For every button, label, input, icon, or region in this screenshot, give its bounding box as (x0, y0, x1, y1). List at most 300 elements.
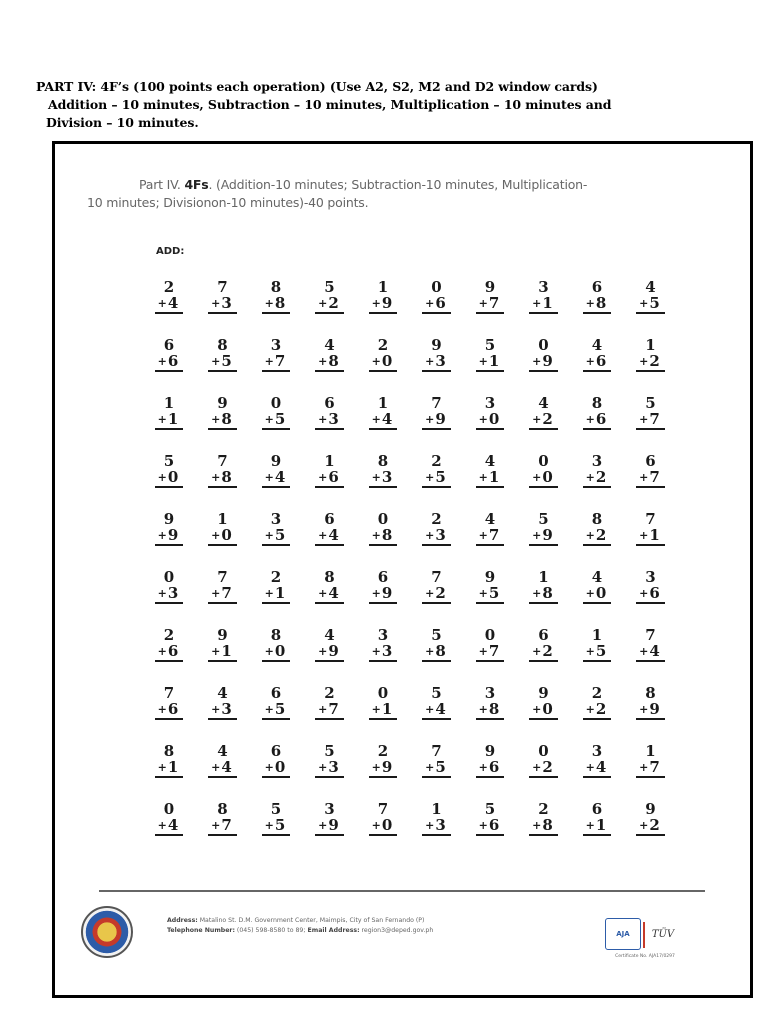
addition-problem (468, 628, 512, 662)
addend-bottom-value: 1 (488, 352, 500, 370)
addition-problem (468, 512, 512, 546)
addition-problem (522, 744, 566, 778)
plus-sign: + (425, 587, 435, 600)
plus-sign: + (425, 471, 435, 484)
addend-bottom (476, 702, 505, 720)
addend-bottom-value: 2 (595, 468, 607, 486)
plus-sign: + (264, 587, 274, 600)
addend-top: 4 (217, 742, 228, 760)
addend-top: 2 (324, 684, 335, 702)
addition-problem (308, 686, 352, 720)
addend-bottom (476, 296, 505, 314)
plus-sign: + (264, 529, 274, 542)
addend-bottom (315, 412, 344, 430)
plus-sign: + (211, 529, 221, 542)
addend-top: 7 (163, 684, 175, 702)
plus-sign: + (371, 471, 381, 484)
addition-problem (147, 744, 191, 778)
addition-problem (201, 396, 245, 430)
plus-sign: + (211, 355, 221, 368)
plus-sign: + (157, 413, 167, 426)
addend-top: 7 (431, 568, 442, 586)
addition-problem (308, 744, 352, 778)
addend-bottom (208, 354, 237, 372)
plus-sign: + (425, 529, 435, 542)
addend-bottom (422, 702, 451, 720)
addend-bottom-value: 0 (488, 410, 500, 428)
tuv-logo-icon: TÜV (643, 922, 681, 948)
plus-sign: + (318, 645, 328, 658)
addend-top: 3 (377, 626, 389, 644)
addend-top: 0 (163, 568, 175, 586)
addend-bottom (262, 470, 291, 488)
plus-sign: + (211, 819, 221, 832)
addend-top: 2 (538, 800, 549, 818)
addend-bottom (476, 354, 505, 372)
addend-bottom (155, 818, 184, 836)
plus-sign: + (478, 761, 488, 774)
addend-bottom (208, 296, 237, 314)
addend-top: 2 (431, 510, 442, 528)
addend-top: 1 (324, 452, 335, 470)
addend-bottom-value: 2 (595, 526, 607, 544)
plus-sign: + (425, 413, 435, 426)
addend-bottom-value: 8 (542, 584, 553, 602)
addend-bottom-value: 4 (595, 758, 607, 776)
addend-top: 9 (538, 684, 549, 702)
addition-problem (201, 744, 245, 778)
addition-problem (254, 686, 298, 720)
addend-bottom-value: 2 (542, 758, 553, 776)
addend-bottom-value: 3 (167, 584, 179, 602)
plus-sign: + (532, 645, 542, 658)
addition-problem (308, 628, 352, 662)
addend-bottom-value: 4 (167, 816, 179, 834)
addend-bottom (476, 760, 505, 778)
addend-bottom (315, 528, 344, 546)
footer-divider (99, 890, 705, 892)
addition-problem (147, 338, 191, 372)
plus-sign: + (425, 703, 435, 716)
addition-problem (201, 338, 245, 372)
addend-bottom-value: 3 (381, 468, 393, 486)
addend-bottom-value: 0 (274, 642, 286, 660)
addend-top: 8 (217, 800, 228, 818)
addend-bottom (476, 470, 505, 488)
addition-problem (361, 454, 405, 488)
addition-problem (361, 686, 405, 720)
addition-problem (308, 512, 352, 546)
addend-top: 0 (377, 510, 389, 528)
addend-bottom (583, 586, 612, 604)
addend-bottom-value: 4 (221, 758, 232, 776)
certificate-number: Certificate No. AJA17/0297 (615, 954, 675, 959)
addend-bottom-value: 9 (328, 816, 339, 834)
addend-top: 8 (270, 278, 282, 296)
addition-problem (147, 570, 191, 604)
addend-bottom (315, 818, 344, 836)
plus-sign: + (532, 297, 542, 310)
plus-sign: + (425, 761, 435, 774)
addend-bottom (208, 528, 237, 546)
addend-bottom-value: 0 (381, 816, 393, 834)
addend-top: 5 (431, 684, 442, 702)
plus-sign: + (639, 645, 649, 658)
addend-bottom (422, 760, 451, 778)
addition-problem (361, 280, 405, 314)
addend-bottom-value: 4 (435, 700, 446, 718)
addend-bottom-value: 5 (221, 352, 232, 370)
addend-bottom-value: 4 (274, 468, 286, 486)
addend-bottom (636, 354, 665, 372)
addend-top: 6 (163, 336, 175, 354)
addition-problem (575, 744, 619, 778)
plus-sign: + (639, 297, 649, 310)
plus-sign: + (157, 471, 167, 484)
addend-top: 9 (163, 510, 175, 528)
plus-sign: + (157, 761, 167, 774)
addition-problem (308, 338, 352, 372)
addend-bottom-value: 0 (542, 468, 553, 486)
addend-top: 3 (270, 510, 282, 528)
addend-bottom (208, 586, 237, 604)
addition-problem (522, 628, 566, 662)
plus-sign: + (478, 297, 488, 310)
addend-bottom (369, 470, 398, 488)
addend-bottom-value: 7 (221, 584, 232, 602)
instructions-line-2: Addition – 10 minutes, Subtraction – 10 minutes, Multiplication – 10 minutes and (48, 97, 612, 112)
addend-bottom-value: 9 (435, 410, 446, 428)
addend-top: 4 (645, 278, 656, 296)
addend-top: 1 (377, 278, 389, 296)
addition-problem (308, 280, 352, 314)
addition-problem (254, 280, 298, 314)
addition-problem (629, 802, 673, 836)
addend-bottom-value: 7 (221, 816, 232, 834)
plus-sign: + (585, 819, 595, 832)
plus-sign: + (157, 645, 167, 658)
plus-sign: + (157, 529, 167, 542)
addend-top: 0 (538, 452, 549, 470)
addend-bottom-value: 7 (488, 642, 500, 660)
addend-bottom-value: 9 (542, 352, 553, 370)
addend-bottom-value: 4 (381, 410, 393, 428)
plus-sign: + (318, 529, 328, 542)
plus-sign: + (211, 645, 221, 658)
addition-problem (308, 396, 352, 430)
addition-problem (575, 338, 619, 372)
addend-bottom-value: 8 (328, 352, 339, 370)
addition-problem (415, 802, 459, 836)
addend-bottom (422, 354, 451, 372)
email-text: region3@deped.gov.ph (359, 927, 434, 934)
plus-sign: + (585, 587, 595, 600)
addend-bottom-value: 1 (488, 468, 500, 486)
addend-bottom (369, 528, 398, 546)
addition-problem (415, 686, 459, 720)
addend-bottom (369, 644, 398, 662)
addend-top: 8 (591, 510, 603, 528)
plus-sign: + (639, 529, 649, 542)
part-iv-instructions (36, 78, 736, 132)
addend-top: 2 (431, 452, 442, 470)
addend-top: 1 (645, 336, 656, 354)
aja-logo-icon: AJA (605, 918, 641, 950)
plus-sign: + (264, 297, 274, 310)
addend-top: 3 (484, 394, 496, 412)
plus-sign: + (639, 703, 649, 716)
plus-sign: + (371, 645, 381, 658)
addend-top: 9 (270, 452, 282, 470)
addend-top: 5 (484, 336, 496, 354)
addition-problem (201, 512, 245, 546)
addend-bottom (208, 818, 237, 836)
addend-bottom-value: 2 (542, 642, 553, 660)
addition-problem (254, 628, 298, 662)
addend-bottom (636, 760, 665, 778)
plus-sign: + (157, 587, 167, 600)
addend-top: 0 (163, 800, 175, 818)
addend-top: 7 (431, 742, 442, 760)
instructions-line-1: PART IV: 4F’s (100 points each operation) (Use A2, S2, M2 and D2 window cards) (36, 79, 598, 94)
addend-bottom (208, 412, 237, 430)
addend-bottom (583, 760, 612, 778)
addition-problem (468, 454, 512, 488)
addend-bottom-value: 5 (274, 700, 286, 718)
addend-top: 8 (270, 626, 282, 644)
addend-top: 8 (645, 684, 656, 702)
phone-label: Telephone Number: (167, 927, 235, 934)
addend-bottom-value: 8 (542, 816, 553, 834)
addend-bottom-value: 3 (221, 294, 232, 312)
addend-top: 0 (538, 742, 549, 760)
plus-sign: + (585, 355, 595, 368)
addition-problem (415, 512, 459, 546)
plus-sign: + (264, 471, 274, 484)
addend-bottom (636, 470, 665, 488)
addend-bottom-value: 3 (435, 816, 446, 834)
addend-bottom-value: 8 (595, 294, 607, 312)
addend-bottom-value: 5 (595, 642, 607, 660)
addend-bottom (155, 354, 184, 372)
addend-bottom (476, 818, 505, 836)
addend-bottom (636, 818, 665, 836)
addend-top: 0 (270, 394, 282, 412)
addend-top: 1 (538, 568, 549, 586)
addition-problem (415, 396, 459, 430)
addend-top: 5 (538, 510, 549, 528)
addend-bottom (529, 528, 558, 546)
addend-top: 3 (324, 800, 335, 818)
addition-problem (522, 454, 566, 488)
addend-top: 1 (217, 510, 228, 528)
addend-top: 4 (484, 510, 496, 528)
addend-top: 4 (217, 684, 228, 702)
addend-bottom (315, 702, 344, 720)
plus-sign: + (157, 819, 167, 832)
addend-bottom-value: 3 (435, 352, 446, 370)
addend-top: 5 (484, 800, 496, 818)
addend-top: 2 (591, 684, 603, 702)
plus-sign: + (478, 703, 488, 716)
addend-bottom (155, 528, 184, 546)
addend-top: 1 (431, 800, 442, 818)
deped-seal-icon (81, 906, 133, 958)
addend-bottom (529, 586, 558, 604)
addend-bottom-value: 3 (381, 642, 393, 660)
plus-sign: + (478, 413, 488, 426)
addition-problem (201, 454, 245, 488)
addend-top: 8 (217, 336, 228, 354)
plus-sign: + (585, 761, 595, 774)
addend-bottom (583, 818, 612, 836)
addend-bottom (369, 354, 398, 372)
email-label: Email Address: (305, 927, 360, 934)
addend-bottom-value: 6 (167, 352, 179, 370)
addend-top: 9 (217, 394, 228, 412)
addition-problem (468, 802, 512, 836)
phone-text: (045) 598-8580 to 89; (234, 927, 306, 934)
addend-bottom (315, 586, 344, 604)
addend-bottom (476, 586, 505, 604)
addend-top: 3 (270, 336, 282, 354)
plus-sign: + (639, 355, 649, 368)
instructions-line-3: Division – 10 minutes. (46, 115, 199, 130)
addition-problem (308, 570, 352, 604)
addend-bottom-value: 8 (435, 642, 446, 660)
plus-sign: + (211, 297, 221, 310)
addend-bottom (529, 760, 558, 778)
addend-bottom-value: 1 (221, 642, 232, 660)
addend-top: 6 (270, 684, 282, 702)
addend-bottom (422, 412, 451, 430)
plus-sign: + (318, 587, 328, 600)
plus-sign: + (532, 413, 542, 426)
addend-bottom-value: 6 (595, 352, 607, 370)
worksheet-frame (52, 141, 753, 998)
addend-bottom-value: 1 (381, 700, 393, 718)
addend-bottom (262, 644, 291, 662)
plus-sign: + (264, 645, 274, 658)
addition-problem (415, 744, 459, 778)
addition-problem (147, 686, 191, 720)
addition-problem (629, 338, 673, 372)
addend-bottom-value: 1 (595, 816, 607, 834)
addition-problem (522, 396, 566, 430)
addend-top: 7 (217, 452, 228, 470)
addend-bottom-value: 5 (274, 410, 286, 428)
addend-bottom-value: 5 (488, 584, 500, 602)
addend-bottom (422, 470, 451, 488)
addend-top: 8 (591, 394, 603, 412)
plus-sign: + (639, 587, 649, 600)
addend-bottom-value: 3 (328, 410, 339, 428)
plus-sign: + (532, 529, 542, 542)
addend-bottom (262, 528, 291, 546)
plus-sign: + (318, 761, 328, 774)
addend-top: 3 (591, 452, 603, 470)
addend-top: 9 (217, 626, 228, 644)
plus-sign: + (318, 703, 328, 716)
addition-problem (147, 512, 191, 546)
addend-bottom (476, 412, 505, 430)
addend-bottom (155, 296, 184, 314)
addition-problem (361, 338, 405, 372)
addend-bottom-value: 6 (488, 816, 500, 834)
plus-sign: + (264, 761, 274, 774)
addend-top: 0 (377, 684, 389, 702)
addend-bottom-value: 4 (167, 294, 179, 312)
addend-bottom (369, 296, 398, 314)
addition-problem (575, 396, 619, 430)
addition-problem (575, 280, 619, 314)
addend-bottom-value: 6 (167, 700, 179, 718)
addend-bottom-value: 0 (542, 700, 553, 718)
addition-problem (629, 686, 673, 720)
addend-top: 9 (484, 278, 496, 296)
addend-top: 8 (377, 452, 389, 470)
addition-problem (308, 802, 352, 836)
addition-problem (254, 338, 298, 372)
addition-problem (361, 396, 405, 430)
addend-top: 6 (324, 394, 335, 412)
addend-bottom-value: 5 (274, 816, 286, 834)
plus-sign: + (532, 703, 542, 716)
addend-top: 7 (431, 394, 442, 412)
addend-bottom (583, 644, 612, 662)
addend-top: 2 (270, 568, 282, 586)
addend-bottom-value: 5 (274, 526, 286, 544)
addition-problem (254, 570, 298, 604)
addition-problem (522, 512, 566, 546)
addend-bottom-value: 0 (221, 526, 232, 544)
addend-bottom-value: 2 (435, 584, 446, 602)
addend-bottom (262, 354, 291, 372)
addend-top: 9 (431, 336, 442, 354)
add-label: ADD: (156, 246, 185, 257)
footer-address-block (167, 916, 597, 936)
addend-bottom (476, 644, 505, 662)
addend-bottom (208, 470, 237, 488)
plus-sign: + (425, 355, 435, 368)
addend-bottom (155, 644, 184, 662)
plus-sign: + (211, 587, 221, 600)
addend-bottom-value: 0 (167, 468, 179, 486)
addend-bottom (422, 528, 451, 546)
addend-top: 9 (484, 742, 496, 760)
addend-bottom (208, 644, 237, 662)
addition-problem (201, 686, 245, 720)
addend-top: 7 (217, 278, 228, 296)
addend-bottom-value: 7 (328, 700, 339, 718)
addition-problem (201, 628, 245, 662)
addend-bottom-value: 7 (649, 758, 660, 776)
addend-bottom-value: 8 (221, 468, 232, 486)
addition-problem (575, 802, 619, 836)
addend-bottom (369, 818, 398, 836)
plus-sign: + (318, 297, 328, 310)
plus-sign: + (371, 529, 381, 542)
plus-sign: + (478, 819, 488, 832)
addend-bottom-value: 4 (328, 526, 339, 544)
addition-problem (361, 512, 405, 546)
plus-sign: + (157, 703, 167, 716)
addend-bottom (422, 644, 451, 662)
addend-bottom (369, 586, 398, 604)
addend-bottom (315, 760, 344, 778)
addend-top: 5 (324, 278, 335, 296)
plus-sign: + (532, 819, 542, 832)
